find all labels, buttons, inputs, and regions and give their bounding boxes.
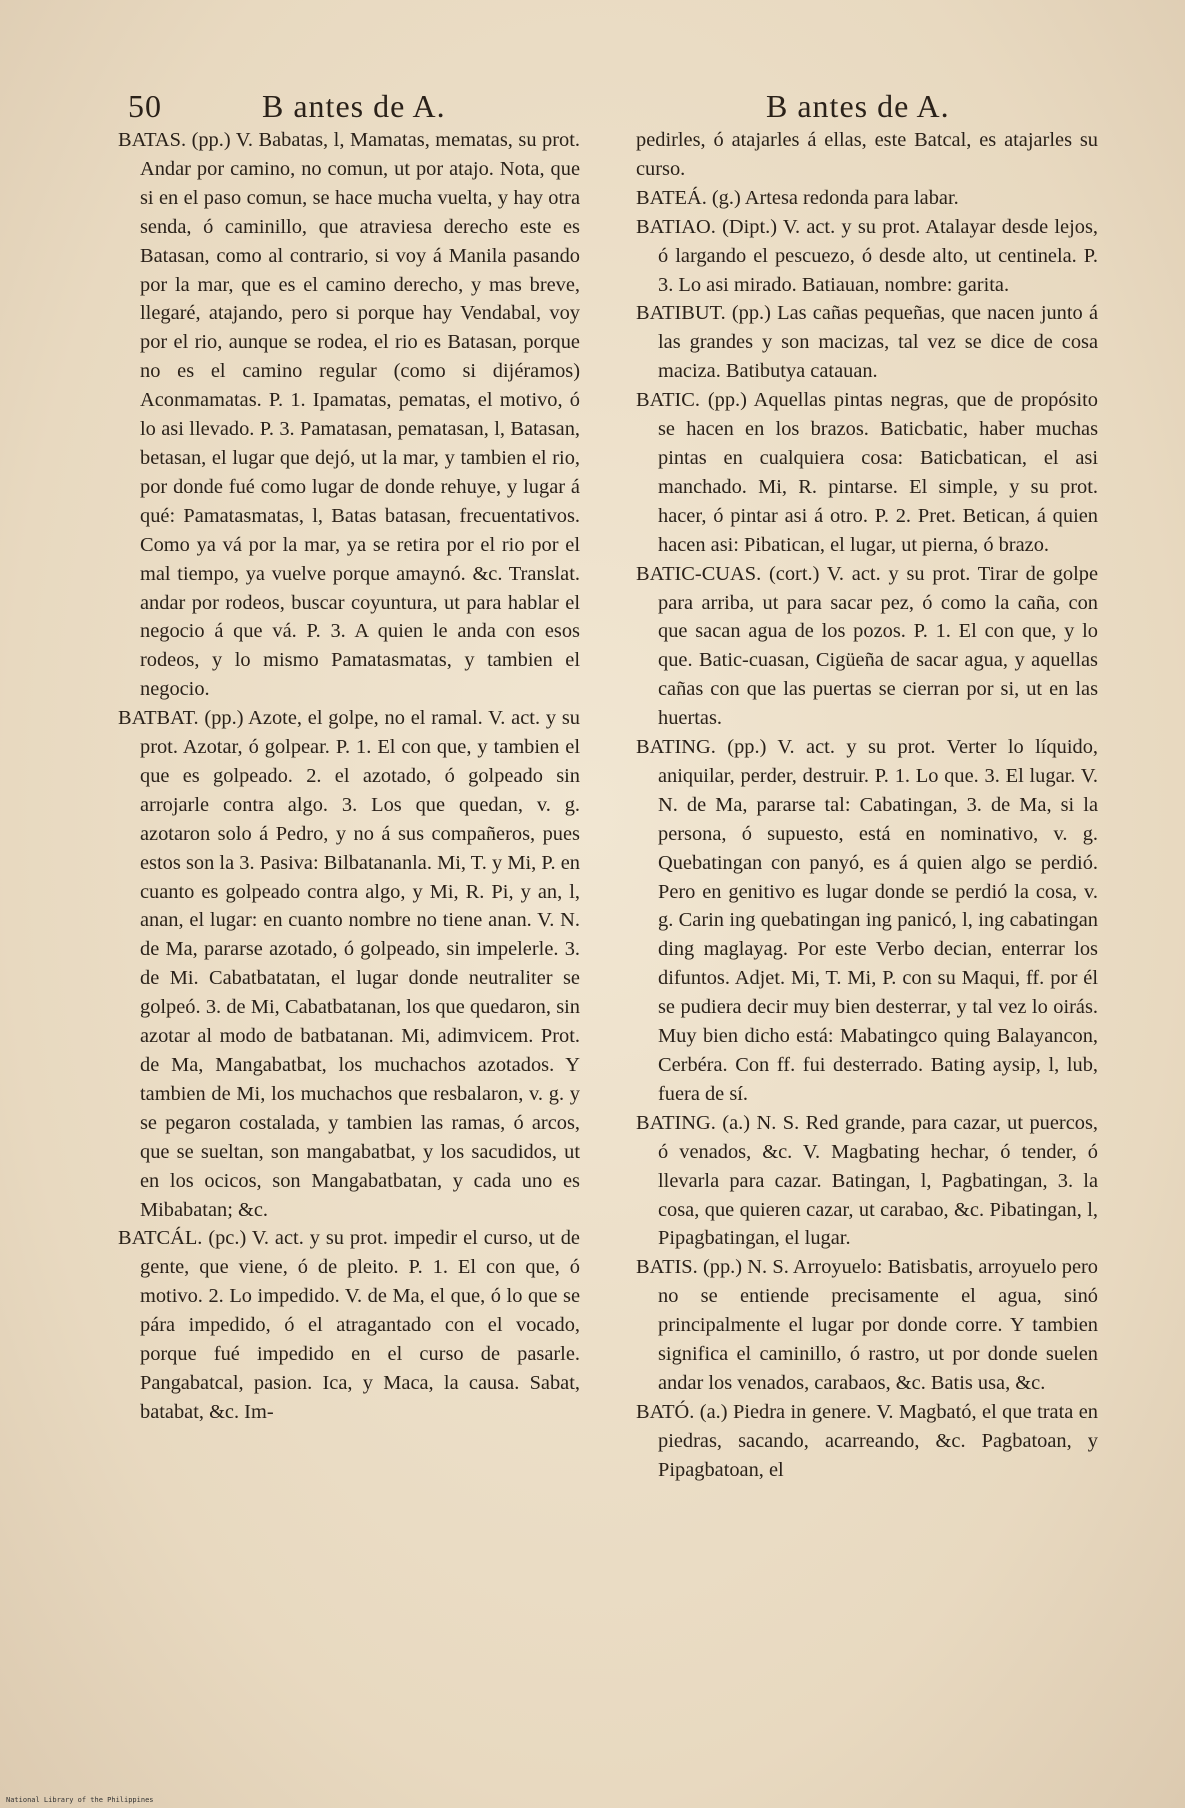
entry-batic-cuas: BATIC-CUAS. (cort.) V. act. y su prot. Tirar de golpe para arriba, ut para sacar pez, ó como la caña, con que sacan agua de los pozos. P. 1. El con que, y lo que. Batic-cuasan, Cigüeña de sacar agua, y aquellas cañas con que las puertas se cierran por si, ut en las huertas. [636, 562, 1098, 730]
entry-batea: BATEÁ. (g.) Artesa redonda para labar. [636, 186, 959, 209]
entry-batibut: BATIBUT. (pp.) Las cañas pequeñas, que nacen junto á las grandes y son macizas, tal vez se dice de cosa maciza. Batibutya catauan. [636, 302, 1098, 383]
entry-batcal-continued: pedirles, ó atajarles á ellas, este Batcal, es atajarles su curso. [636, 129, 1098, 180]
entry-bating-pp: BATING. (pp.) V. act. y su prot. Verter lo líquido, aniquilar, perder, destruir. P. 1. Lo que. 3. El lugar. V. N. de Ma, pararse tal: Cabatingan, 3. de Ma, si la persona, ó supuesto, está en nominativo, v. g. Quebatingan con panyó, es á quien algo se perdió. Pero en genitivo es lugar donde se perdió la cosa, v. g. Carin ing quebatingan ing panicó, l, ing cabatingan ding maglayag. Por este Verbo decian, enterrar los difuntos. Adjet. Mi, T. Mi, P. con su Maqui, ff. por él se pudiera decir muy bien desterrar, y tal vez lo oirás. Muy bien dicho está: Mabatingco quing Balayancon, Cerbéra. Con ff. fui desterrado. Bating aysip, l, lub, fuera de sí. [636, 736, 1098, 1105]
entry-batis: BATIS. (pp.) N. S. Arroyuelo: Batisbatis, arroyuelo pero no se entiende precisamente el agua, sinó principalmente el lugar por donde corre. Y tambien significa el caminillo, ó rastro, ut por donde suelen andar los venados, carabaos, &c. Batis usa, &c. [636, 1256, 1098, 1394]
entry-bato: BATÓ. (a.) Piedra in genere. V. Magbató, el que trata en piedras, sacando, acarreando, &c. Pagbatoan, y Pipagbatoan, el [636, 1400, 1098, 1481]
entry-batic: BATIC. (pp.) Aquellas pintas negras, que de propósito se hacen en los brazos. Baticbatic, haber muchas pintas en cualquiera cosa: Baticbatican, el asi manchado. Mi, R. pintarse. El simple, y su prot. hacer, ó pintar asi á otro. P. 2. Pret. Betican, á quien hacen asi: Pibatican, el lugar, ut pierna, ó brazo. [636, 389, 1098, 556]
left-running-heading: B antes de A. [262, 88, 446, 124]
left-column [118, 126, 580, 1427]
entry-batas: BATAS. (pp.) V. Babatas, l, Mamatas, mematas, su prot. Andar por camino, no comun, ut por atajo. Nota, que si en el paso comun, se hace mucha vuelta, y hay otra senda, ó caminillo, que atraviesa derecho este es Batasan, como al contrario, si voy á Manila pasando por la mar, que es el camino derecho, y mas breve, llegaré, atajando, pero si porque hay Vendabal, voy por el rio, aunque se rodea, el rio es Batasan, porque no es el camino regular (como si dijéramos) Aconmamatas. P. 1. Ipamatas, pematas, el motivo, ó lo asi llevado. P. 3. Pamatasan, pematasan, l, Batasan, betasan, el lugar que dejó, ut la mar, y tambien el rio, por donde fué como lugar de donde rehuye, y lugar á qué: Pamatasmatas, l, Batas batasan, frecuentativos. Como ya vá por la mar, ya se retira por el rio por el mal tiempo, ya vuelve porque amaynó. &c. Translat. andar por rodeos, buscar coyuntura, ut para hablar el negocio á que vá. P. 3. A quien le anda con esos rodeos, y lo mismo Pamatasmatas, y tambien el negocio. [118, 129, 580, 701]
entry-batiao: BATIAO. (Dipt.) V. act. y su prot. Atalayar desde lejos, ó largando el pescuezo, ó desde alto, ut centinela. P. 3. Lo asi mirado. Batiauan, nombre: garita. [636, 215, 1098, 296]
entry-batcal: BATCÁL. (pc.) V. act. y su prot. impedir el curso, ut de gente, que viene, ó de pleito. P. 1. El con que, ó motivo. 2. Lo impedido. V. de Ma, el que, ó lo que se pára impedido, ó el atragantado con el vocado, porque fué impedido en el curso de pasarle. Pangabatcal, pasion. Ica, y Maca, la causa. Sabat, batabat, &c. Im- [118, 1227, 580, 1423]
entry-bating-a: BATING. (a.) N. S. Red grande, para cazar, ut puercos, ó venados, &c. V. Magbating hechar, ó tender, ó llevarla para cazar. Batingan, l, Pagbatingan, 3. la cosa, que quieren cazar, ut carabao, &c. Pibatingan, l, Pipagbatingan, el lugar. [636, 1111, 1098, 1250]
page-number: 50 [128, 88, 162, 124]
library-watermark: National Library of the Philippines [6, 1796, 154, 1804]
right-running-heading: B antes de A. [766, 88, 950, 124]
entry-batbat: BATBAT. (pp.) Azote, el golpe, no el ramal. V. act. y su prot. Azotar, ó golpear. P. 1. El con que, y tambien el que es golpeado. 2. el azotado, ó golpeado sin arrojarle contra algo. 3. Los que quedan, v. g. azotaron solo á Pedro, y no á sus compañeros, pues estos son la 3. Pasiva: Bilbatananla. Mi, T. y Mi, P. en cuanto es golpeado contra algo, y Mi, R. Pi, y an, l, anan, el lugar: en cuanto nombre no tiene anan. V. N. de Ma, pararse azotado, ó golpeado, sin impelerle. 3. de Mi. Cabatbatatan, el lugar donde neutraliter se golpeó. 3. de Mi, Cabatbatanan, los que quedaron, sin azotar al modo de batbatanan. Mi, adimvicem. Prot. de Ma, Mangabatbat, los muchachos azotados. Y tambien de Mi, los muchachos que resbalaron, v. g. y se pegaron costalada, y tambien las ramas, ó arcos, que se sueltan, son mangabatbat, y los sacudidos, ut en los ocicos, son Mangabatbatan, y cada uno es Mibabatan; &c. [118, 707, 580, 1221]
right-column [636, 126, 1098, 1485]
